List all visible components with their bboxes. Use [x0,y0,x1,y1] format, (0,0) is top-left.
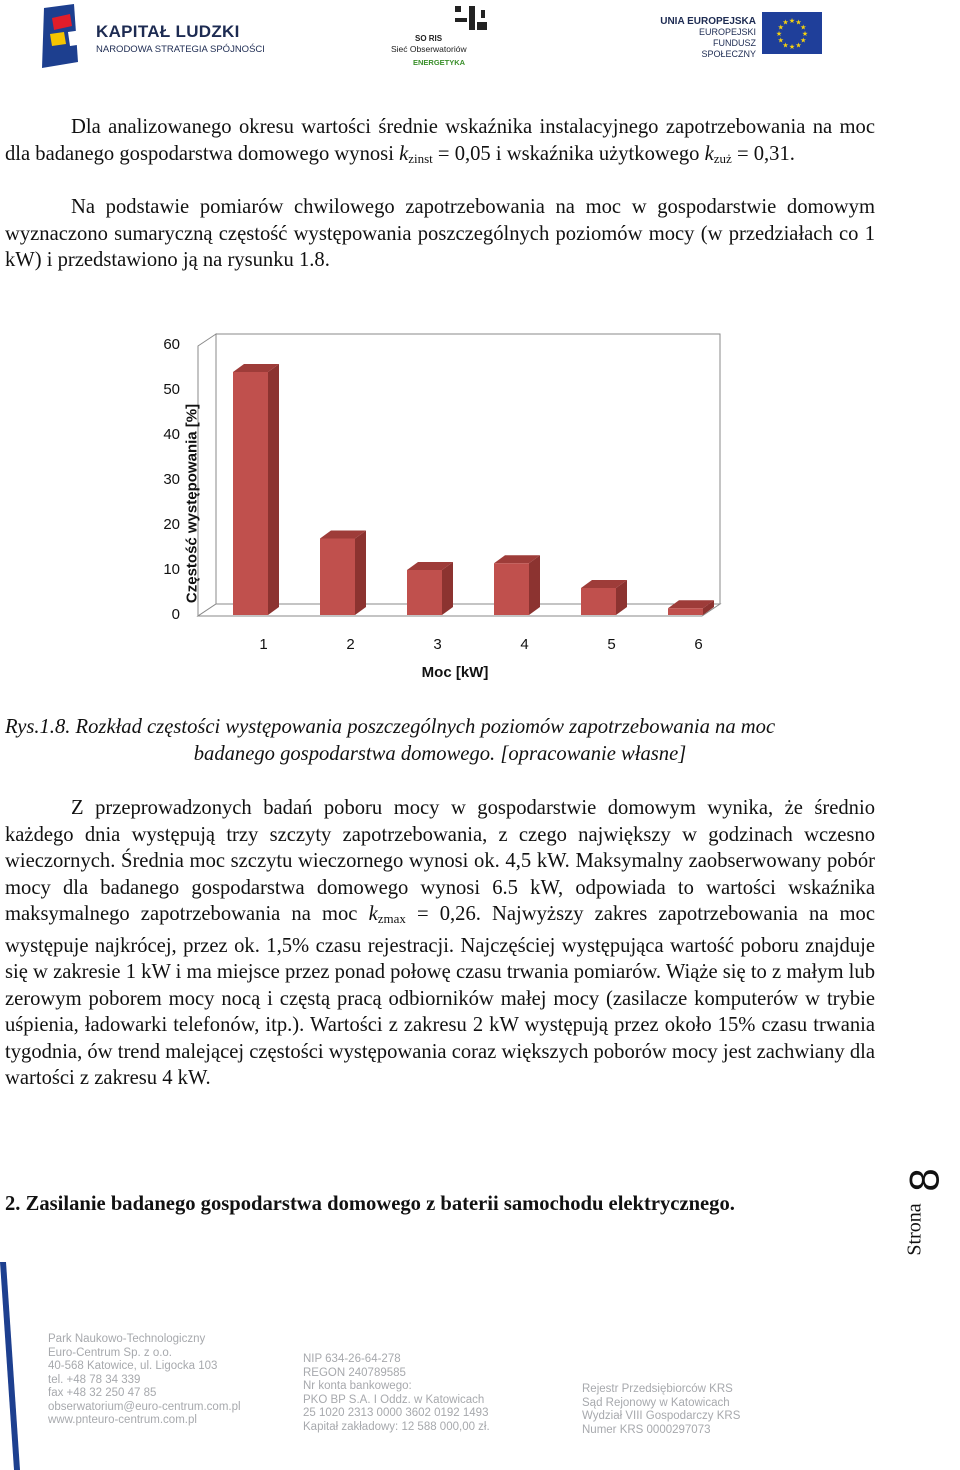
so-ris-subtitle: Sieć Obserwatoriów [391,44,467,54]
p1-text-c: = 0,31. [731,142,795,165]
section-heading: 2. Zasilanie badanego gospodarstwa domowego z baterii samochodu elektrycznego. [5,1193,735,1215]
x-tick-label: 3 [433,636,442,653]
x-tick-label: 2 [346,636,355,653]
chart-back-wall [216,334,720,604]
so-ris-mark-icon [385,4,495,36]
page-number: 8 [900,1168,948,1192]
chart-side-wall [198,334,216,616]
p1-text-a: Dla analizowanego okresu wartości średnie wskaźnika instalacyjnego zapotrzebowania na moc dla badanego gospodarstwa domowego wynosi [5,116,875,165]
x-tick-label: 5 [607,636,616,653]
caption-line-2: badanego gospodarstwa domowego. [opracowanie własne] [193,742,687,765]
y-tick-label: 0 [171,606,180,623]
x-tick-label: 4 [520,636,529,653]
eu-star-icon: ★ [795,41,802,50]
kapital-ludzki-subtitle: NARODOWA STRATEGIA SPÓJNOŚCI [96,44,265,55]
figure-caption [5,714,875,767]
kapital-ludzki-emblem-icon [40,4,92,68]
y-tick-label: 10 [163,561,180,578]
p3-text-a: Z przeprowadzonych badań poboru mocy w gospodarstwie domowym wynika, że średnio każdego dnia występują trzy szczyty zapotrzebowania, z czego największy w godzinach wczesno wieczornych. Średnia moc szczytu wieczornego wynosi ok. 4,5 kW. Maksymalny zaobserwowany pobór mocy dla badanego gospodarstwa domowego wynosi 6.5 kW, odpowiada to wartości wskaźnika maksymalnego zapotrzebowania na moc [5,797,875,925]
p1-k-inst: k [399,142,409,165]
paragraph-results [5,795,875,1092]
footer-company-ids: NIP 634-26-64-278 REGON 240789585 Nr konta bankowego: PKO BP S.A. I Oddz. w Katowicach 25 1020 2313 0000 3602 0192 1493 Kapitał zakładowy: 12 588 000,00 zł. [303,1353,490,1433]
footer-registry: Rejestr Przedsiębiorców KRS Sąd Rejonowy w Katowicach Wydział VIII Gospodarczy KRS Numer KRS 0000297073 [582,1383,741,1436]
y-tick-label: 20 [163,516,180,533]
page-number-block [900,1160,960,1260]
footer-stripe-icon [0,1262,20,1470]
kapital-ludzki-title: KAPITAŁ LUDZKI [96,22,240,41]
eu-line2: EUROPEJSKI [698,27,756,37]
p3-k-max: k [368,903,378,925]
p1-k-inst-sub: zinst [408,150,433,166]
y-tick-label: 30 [163,471,180,488]
bar [494,563,529,615]
bar-side [529,555,540,615]
eu-logo [660,12,830,62]
eu-star-icon: ★ [795,18,802,27]
eu-star-icon: ★ [801,30,809,38]
p1-k-use-sub: zuż [713,150,732,166]
p1-k-use: k [704,142,714,165]
bar-side [355,531,366,616]
p2-text: Na podstawie pomiarów chwilowego zapotrzebowania na moc w gospodarstwie domowym wyznaczono sumaryczną częstość występowania poszczególnych poziomów mocy (w przedziałach co 1 kW) i przedstawiono ją na rysunku 1.8. [5,196,875,271]
bar [233,372,268,615]
eu-line1: UNIA EUROPEJSKA [660,16,756,27]
bar [407,570,442,615]
caption-line-1: Rys.1.8. Rozkład częstości występowania poszczególnych poziomów zapotrzebowania na moc [5,716,776,738]
power-frequency-chart [120,320,740,695]
y-tick-label: 50 [163,381,180,398]
y-tick-label: 40 [163,426,180,443]
paragraph-intro [5,114,875,172]
so-ris-logo [385,4,495,68]
chart-y-axis-label: Częstość występowania [%] [183,403,201,604]
bar [581,588,616,615]
bar [320,539,355,616]
eu-star-icon: ★ [788,43,796,51]
bar [668,608,703,615]
x-tick-label: 1 [259,636,268,653]
eu-flag-icon [762,12,822,54]
paragraph-measurement [5,194,875,274]
bar-side [442,562,453,615]
chart-x-axis-label: Moc [kW] [421,664,489,681]
footer-address: Park Naukowo-Technologiczny Euro-Centrum Sp. z o.o. 40-568 Katowice, ul. Ligocka 103 tel. +48 78 34 339 fax +48 32 250 47 85 obserwatorium@euro-centrum.com.pl www.pnteuro-centrum.com.pl [48,1333,241,1426]
p1-text-b: = 0,05 i wskaźnika użytkowego [432,142,705,165]
page-label: Strona [903,1203,926,1256]
y-tick-label: 60 [163,336,180,353]
eu-star-icon: ★ [800,36,807,45]
eu-text [660,16,756,60]
eu-star-icon: ★ [782,18,789,27]
eu-star-icon: ★ [775,30,783,38]
eu-star-icon: ★ [777,23,784,32]
eu-line3: FUNDUSZ SPOŁECZNY [701,38,756,59]
so-ris-title: SO RIS [415,34,443,43]
eu-star-icon: ★ [782,41,789,50]
eu-star-icon: ★ [800,23,807,32]
p3-k-max-sub: zmax [377,911,406,926]
kapital-ludzki-logo [40,4,280,68]
eu-star-icon: ★ [777,36,784,45]
x-tick-label: 6 [694,636,703,653]
p3-text-b: = 0,26. Najwyższy zakres zapotrzebowania na moc występuje najkrócej, przez ok. 1,5% czasu rejestracji. Najczęściej występująca wartość poboru znajduje się w zakresie 1 kW i ma miejsce przez ponad połowę czasu trwania pomiarów. Wiąże się to z małym lub zerowym poborem mocy nocą i częstą pracą odbiorników małej mocy (zasilacze komputerów w trybie uśpienia, ładowarki telefonów, itp.). Wartości z zakresu 2 kW występują przez około 15% czasu trwania tygodnia, ów trend malejącej częstości występowania coraz większych poborów mocy jest zachwiany dla wartości z zakresu 4 kW. [5,903,875,1089]
bar-side [268,364,279,615]
chart-plot-area [120,320,740,660]
so-ris-energy: ENERGETYKA [413,58,466,67]
eu-star-icon: ★ [788,17,796,25]
